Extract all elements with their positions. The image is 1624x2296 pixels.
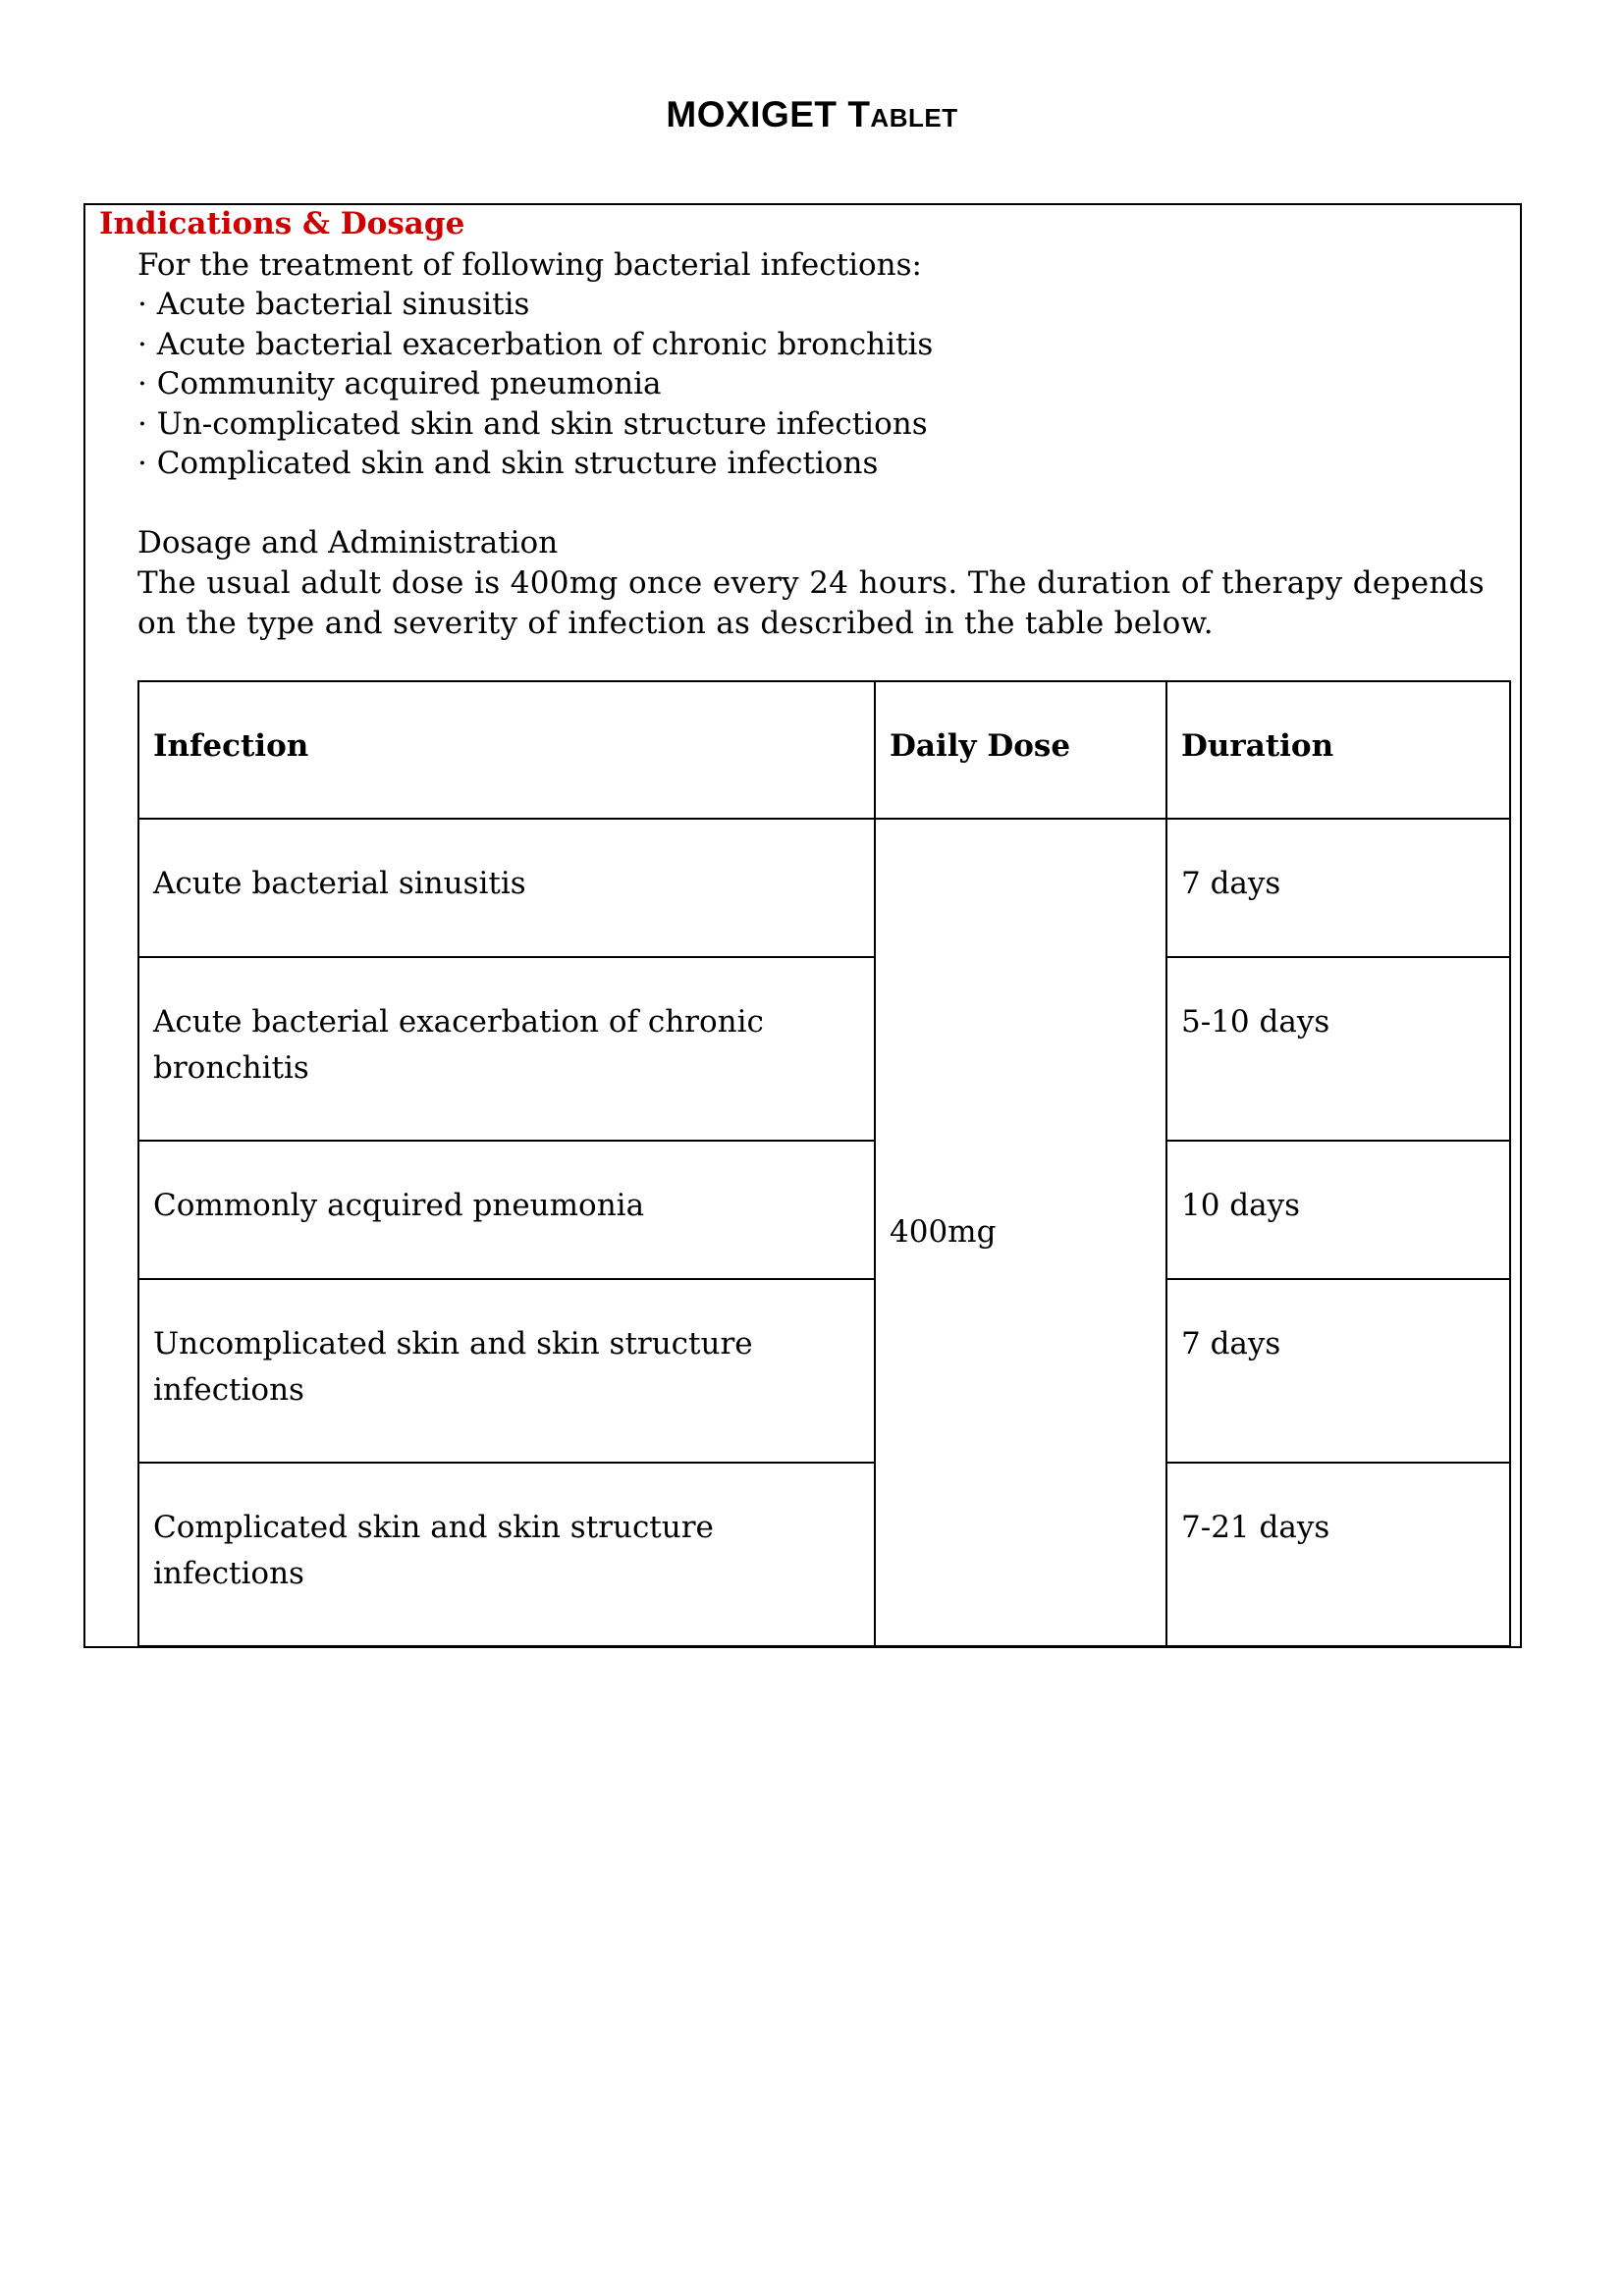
title-main: MOXIGET — [666, 94, 838, 134]
indication-item: · Acute bacterial exacerbation of chronic bronchitis — [137, 327, 934, 362]
daily-dose-cell: 400mg — [875, 819, 1166, 1646]
table-header-row — [138, 681, 1510, 819]
indication-item: · Un-complicated skin and skin structure infections — [137, 406, 928, 442]
infection-cell: Acute bacterial exacerbation of chronic bronchitis — [138, 957, 875, 1141]
table-row — [138, 819, 1510, 957]
duration-cell: 7 days — [1166, 1279, 1510, 1463]
duration-cell: 5-10 days — [1166, 957, 1510, 1141]
duration-cell: 7 days — [1166, 819, 1510, 957]
infection-cell: Complicated skin and skin structure infections — [138, 1463, 875, 1646]
dosage-paragraph: The usual adult dose is 400mg once every 24 hours. The duration of therapy depends on the type and severity of infection as described in the table below. — [137, 565, 1485, 641]
table-row — [138, 1279, 1510, 1463]
header-duration: Duration — [1166, 681, 1510, 819]
infection-cell: Acute bacterial sinusitis — [138, 819, 875, 957]
page-title — [0, 94, 1624, 135]
table-row — [138, 957, 1510, 1141]
dosage-subheading: Dosage and Administration — [137, 525, 559, 561]
indication-item: · Acute bacterial sinusitis — [137, 287, 530, 322]
duration-cell: 7-21 days — [1166, 1463, 1510, 1646]
section-heading: Indications & Dosage — [99, 206, 465, 241]
title-sub: Tablet — [847, 94, 958, 134]
header-daily-dose: Daily Dose — [875, 681, 1166, 819]
infection-cell: Commonly acquired pneumonia — [138, 1141, 875, 1279]
table-row — [138, 1463, 1510, 1646]
duration-cell: 10 days — [1166, 1141, 1510, 1279]
indications-intro: For the treatment of following bacterial infections: — [137, 247, 922, 283]
dosage-table — [137, 680, 1511, 1647]
table-row — [138, 1141, 1510, 1279]
infection-cell: Uncomplicated skin and skin structure infections — [138, 1279, 875, 1463]
header-infection: Infection — [138, 681, 875, 819]
indication-item: · Complicated skin and skin structure infections — [137, 446, 879, 481]
indication-item: · Community acquired pneumonia — [137, 366, 662, 401]
